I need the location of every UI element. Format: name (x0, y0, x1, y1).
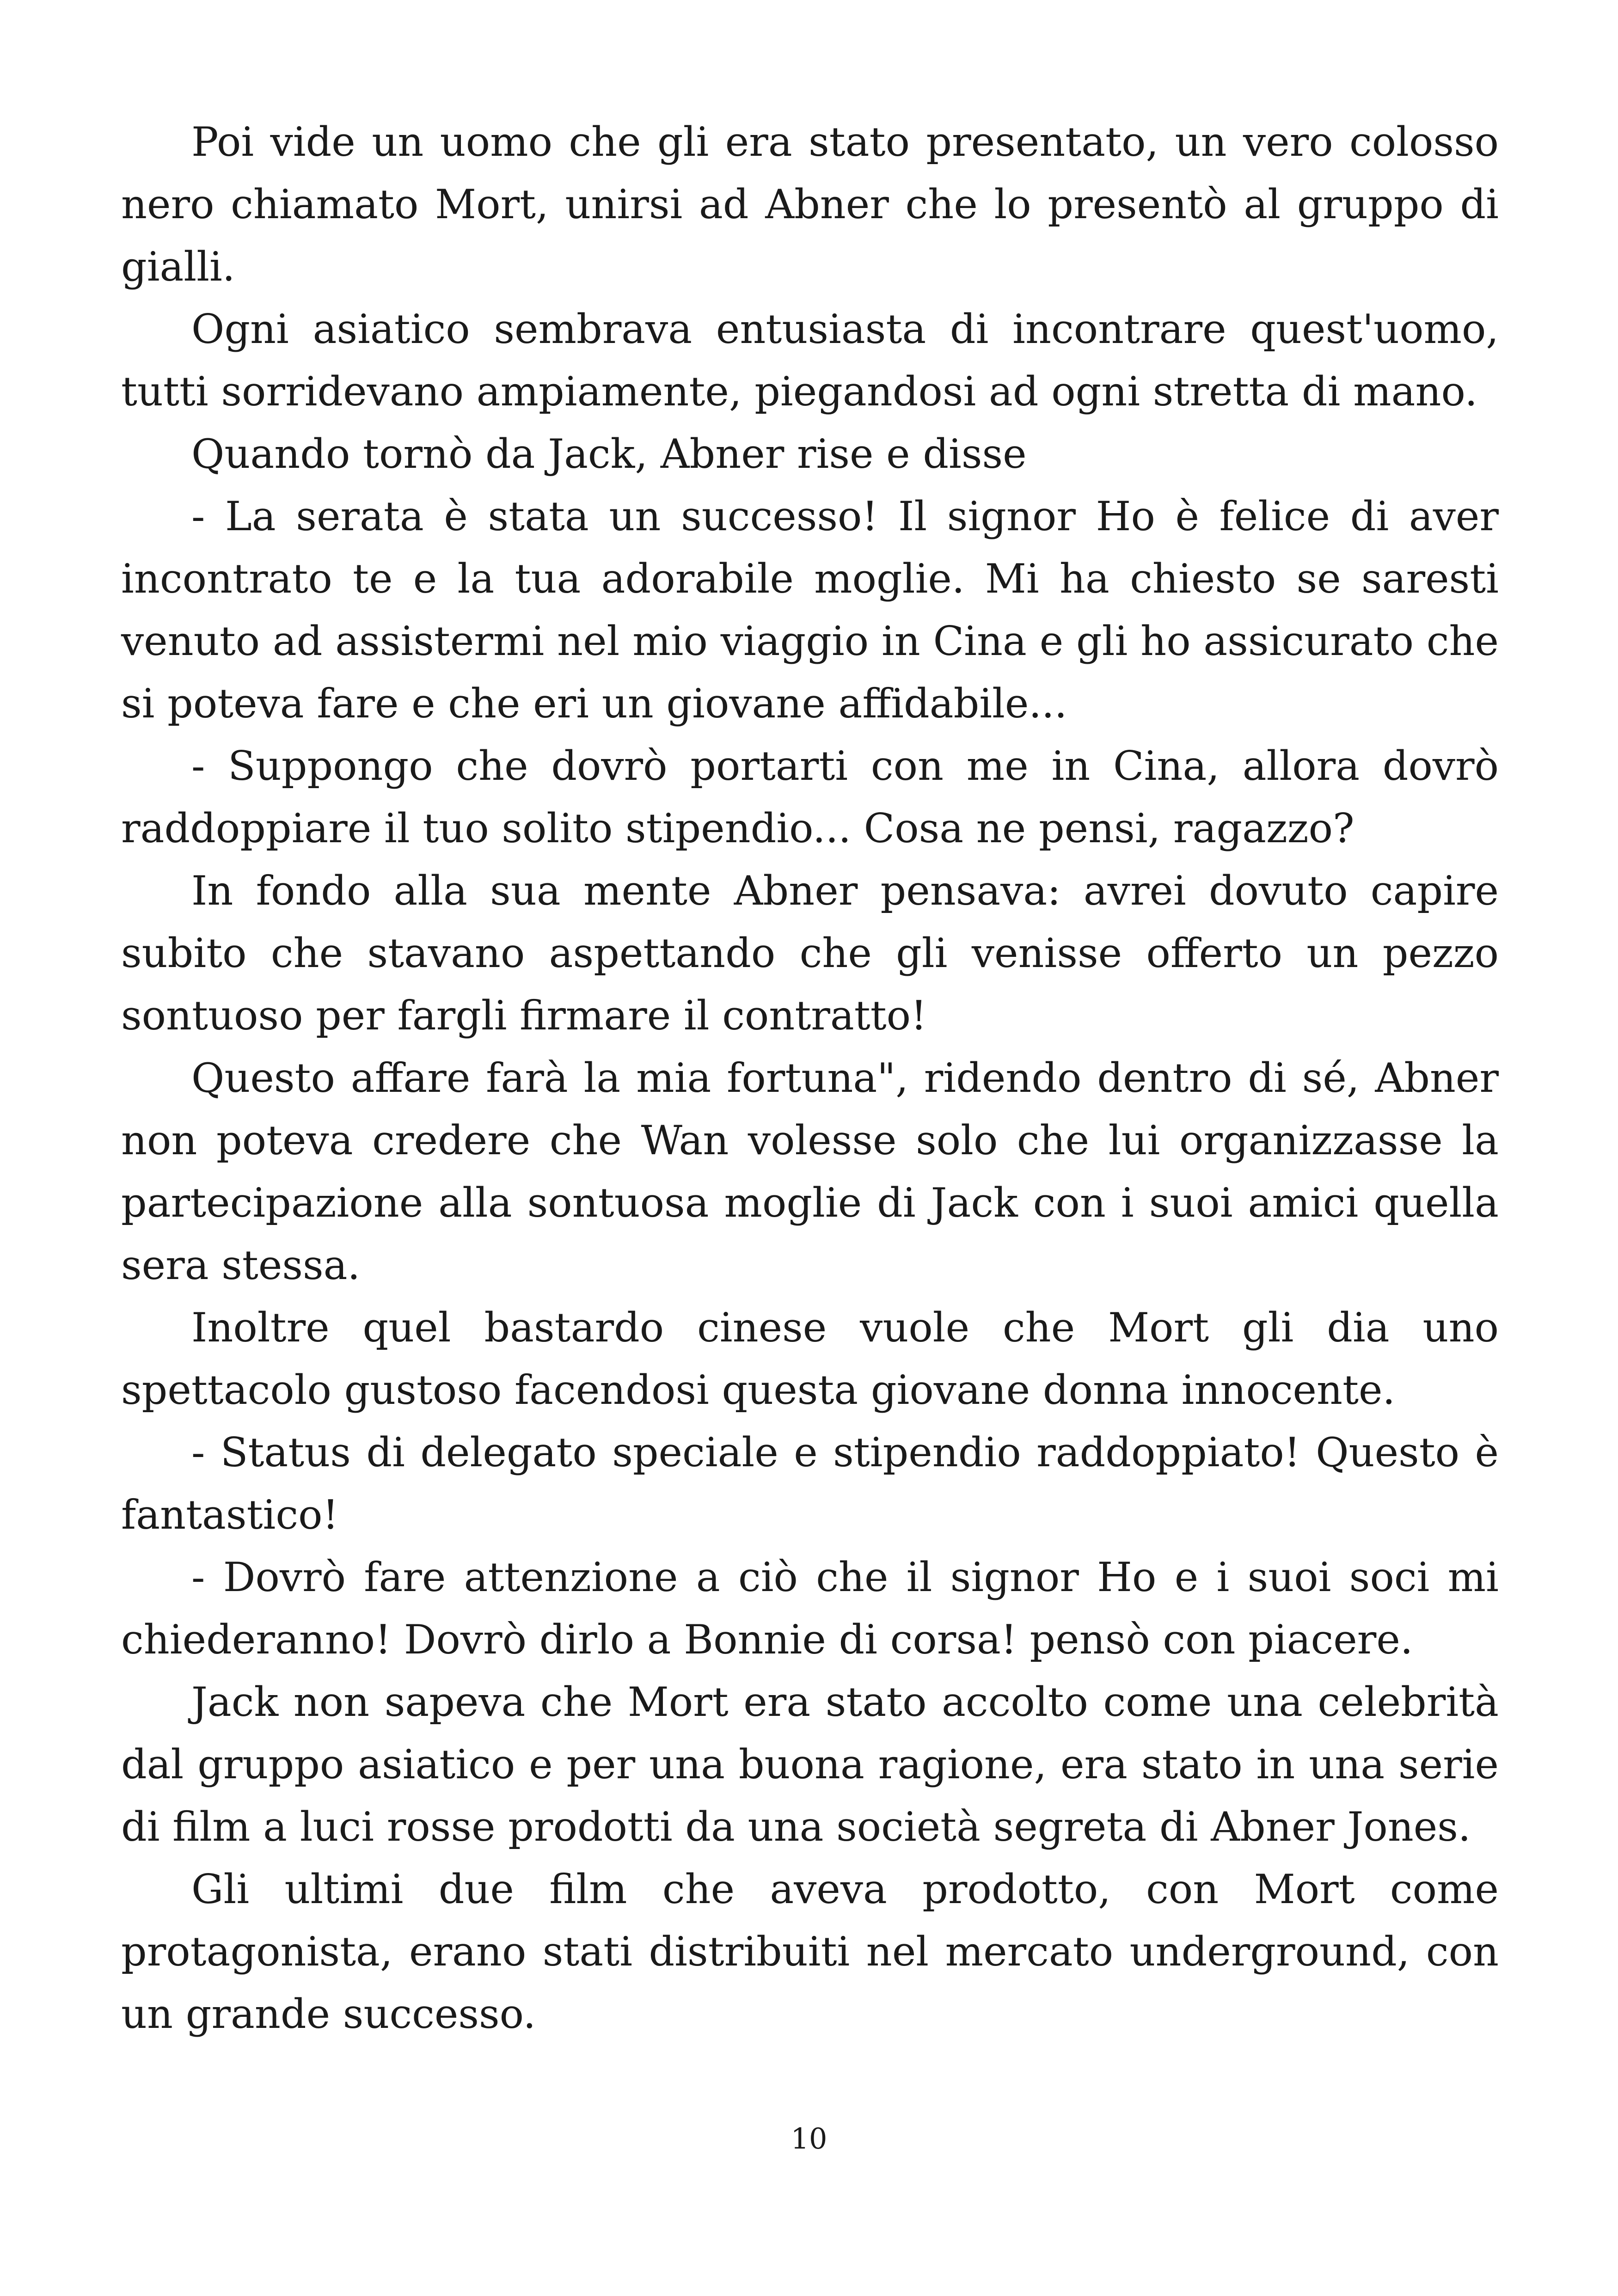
paragraph: Quando tornò da Jack, Abner rise e disse (191, 430, 1027, 478)
paragraph: Ogni asiatico sembrava entusiasta di incontrare quest'uomo, tutti sorridevano ampiamente, piegandosi ad ogni stretta di mano. (121, 306, 1499, 415)
body-text (121, 111, 1499, 2045)
paragraph: - Suppongo che dovrò portarti con me in Cina, allora dovrò raddoppiare il tuo solito stipendio... Cosa ne pensi, ragazzo? (121, 742, 1499, 852)
paragraph: - La serata è stata un successo! Il signor Ho è felice di aver incontrato te e la tua adorabile moglie. Mi ha chiesto se saresti venuto ad assistermi nel mio viaggio in Cina e gli ho assicurato che si poteva fare e che eri un giovane affidabile... (121, 493, 1499, 727)
paragraph: - Status di delegato speciale e stipendio raddoppiato! Questo è fantastico! (121, 1429, 1499, 1538)
paragraph: Jack non sapeva che Mort era stato accolto come una celebrità dal gruppo asiatico e per una buona ragione, era stato in una serie di film a luci rosse prodotti da una società segreta di Abner Jones. (121, 1678, 1499, 1850)
paragraph: In fondo alla sua mente Abner pensava: avrei dovuto capire subito che stavano aspettando che gli venisse offerto un pezzo sontuoso per fargli firmare il contratto! (121, 867, 1499, 1039)
paragraph: - Dovrò fare attenzione a ciò che il signor Ho e i suoi soci mi chiederanno! Dovrò dirlo a Bonnie di corsa! pensò con piacere. (121, 1554, 1499, 1663)
paragraph: Questo affare farà la mia fortuna", ridendo dentro di sé, Abner non poteva credere che Wan volesse solo che lui organizzasse la partecipazione alla sontuosa moglie di Jack con i suoi amici quella sera stessa. (121, 1054, 1499, 1289)
paragraph: Gli ultimi due film che aveva prodotto, con Mort come protagonista, erano stati distribuiti nel mercato underground, con un grande successo. (121, 1866, 1499, 2038)
paragraph: Poi vide un uomo che gli era stato presentato, un vero colosso nero chiamato Mort, unirsi ad Abner che lo presentò al gruppo di gialli. (121, 118, 1499, 290)
paragraph: Inoltre quel bastardo cinese vuole che Mort gli dia uno spettacolo gustoso facendosi questa giovane donna innocente. (121, 1304, 1499, 1414)
page-number: 10 (791, 2122, 827, 2155)
